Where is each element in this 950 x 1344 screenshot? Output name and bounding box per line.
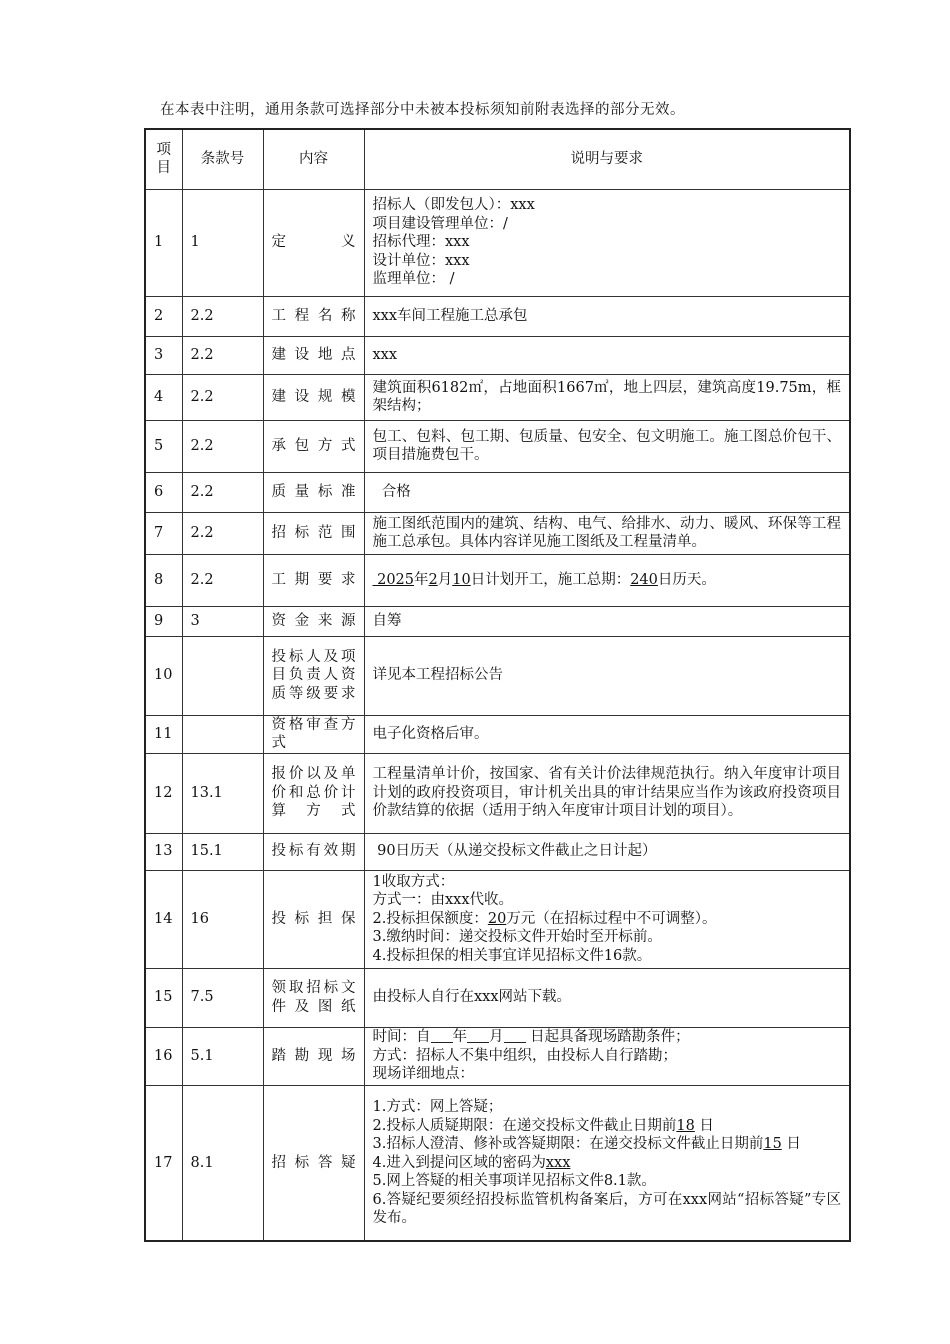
row-clause: 2.2 [182,296,263,336]
row-clause: 2.2 [182,554,263,606]
text-month: 月 [489,1029,504,1046]
table-row [145,554,850,606]
row-description [364,870,850,968]
row-no: 3 [145,336,182,374]
row-content: 定义 [263,189,364,296]
row-clause: 2.2 [182,336,263,374]
header-description: 说明与要求 [364,129,850,189]
table-row [145,1027,850,1085]
table-row [145,968,850,1027]
amount-label: 2.投标担保额度： [372,910,488,927]
text-year: 年 [452,1029,467,1046]
row-clause [182,636,263,715]
table-row [145,870,850,968]
desc-line: 设计单位：xxx [372,252,470,269]
row-clause: 8.1 [182,1085,263,1241]
header-item-no: 项目 [145,129,182,189]
clarification-label: 3.招标人澄清、修补或答疑期限：在递交投标文件截止日期前 [372,1136,764,1152]
table-row [145,472,850,512]
row-no: 14 [145,870,182,968]
row-no: 15 [145,968,182,1027]
row-content: 报价以及单价和总价计算方式 [263,753,364,833]
desc-line: 现场详细地点： [372,1066,474,1083]
row-content: 招标范围 [263,512,364,554]
table-row [145,1085,850,1241]
row-description: 包工、包料、包工期、包质量、包安全、包文明施工。施工图总价包干、项目措施费包干。 [364,420,850,472]
row-clause: 2.2 [182,512,263,554]
row-description: 90日历天（从递交投标文件截止之日计起） [364,833,850,870]
desc-line: 方式：招标人不集中组织，由投标人自行踏勘； [372,1047,677,1064]
table-row [145,374,850,420]
row-content: 承包方式 [263,420,364,472]
row-no: 16 [145,1027,182,1085]
text-year: 年 [414,571,429,588]
row-no: 4 [145,374,182,420]
row-content: 领取招标文件及图纸 [263,968,364,1027]
table-row [145,833,850,870]
table-row [145,336,850,374]
row-no: 7 [145,512,182,554]
intro-note: 在本表中注明，通用条款可选择部分中未被本投标须知前附表选择的部分无效。 [160,102,685,118]
table-row [145,753,850,833]
desc-line [373,1028,842,1047]
desc-line: 6.答疑纪要须经招投标监管机构备案后，方可在xxx网站“招标答疑”专区发布。 [372,1191,841,1226]
table-row [145,636,850,715]
row-content: 质量标准 [263,472,364,512]
row-content: 投标有效期 [263,833,364,870]
row-no: 13 [145,833,182,870]
header-clause: 条款号 [182,129,263,189]
desc-line: 方式一：由xxx代收。 [372,892,514,909]
row-no: 6 [145,472,182,512]
row-content: 工期要求 [263,554,364,606]
row-description: 工程量清单计价，按国家、省有关计价法律规范执行。纳入年度审计项目计划的政府投资项目，审计机关出具的审计结果应当作为该政府投资项目价款结算的依据（适用于纳入年度审计项目计划的项目）。 [364,753,850,833]
objection-label: 2.投标人质疑期限：在递交投标文件截止日期前 [372,1117,677,1134]
text-day: 日起具备现场踏勘条件； [525,1029,690,1046]
row-content: 资金来源 [263,606,364,636]
bid-instructions-table [144,128,851,1242]
desc-line [373,1135,842,1154]
row-content: 投标人及项目负责人资质等级要求 [263,636,364,715]
row-description [364,554,850,606]
row-no: 9 [145,606,182,636]
desc-line: 5.网上答疑的相关事项详见招标文件8.1款。 [372,1173,656,1189]
table-row [145,715,850,753]
desc-line [373,910,842,929]
text-schedule: 日计划开工，施工总期： [470,571,631,588]
row-description: 施工图纸范围内的建筑、结构、电气、给排水、动力、暖风、环保等工程施工总承包。具体内容详见施工图纸及工程量清单。 [364,512,850,554]
desc-line: 1收取方式： [372,873,455,890]
blank-day [504,1028,526,1043]
row-no: 17 [145,1085,182,1241]
start-year: 2025 [372,571,415,588]
row-clause: 13.1 [182,753,263,833]
text-days: 日历天。 [657,571,716,588]
row-clause: 7.5 [182,968,263,1027]
text-day: 日 [781,1136,801,1152]
row-clause: 16 [182,870,263,968]
desc-line: 3.缴纳时间：递交投标文件开始时至开标前。 [372,929,662,946]
row-content: 踏勘现场 [263,1027,364,1085]
table-row [145,420,850,472]
table-row [145,512,850,554]
text-day: 日 [694,1117,714,1134]
row-clause: 5.1 [182,1027,263,1085]
password-label: 4.进入到提问区域的密码为 [372,1154,546,1171]
row-description [364,1085,850,1241]
blank-month [467,1028,489,1043]
desc-line [373,1154,842,1173]
amount-unit: 万元（在招标过程中不可调整）。 [506,910,717,927]
table-header-row [145,129,850,189]
total-days: 240 [630,571,658,588]
row-content: 工程名称 [263,296,364,336]
header-content: 内容 [263,129,364,189]
table-row [145,606,850,636]
row-description [364,1027,850,1085]
desc-line [373,1117,842,1136]
row-no: 2 [145,296,182,336]
table-row [145,296,850,336]
clarification-days: 15 [763,1136,782,1152]
row-clause: 2.2 [182,374,263,420]
objection-days: 18 [676,1117,695,1134]
row-no: 1 [145,189,182,296]
row-description: xxx车间工程施工总承包 [364,296,850,336]
row-clause: 3 [182,606,263,636]
row-no: 10 [145,636,182,715]
desc-line: 项目建设管理单位：/ [372,215,508,232]
row-no: 11 [145,715,182,753]
row-content: 资格审查方式 [263,715,364,753]
row-no: 5 [145,420,182,472]
row-description: 建筑面积6182㎡，占地面积1667㎡，地上四层，建筑高度19.75m，框架结构； [364,374,850,420]
row-content: 投标担保 [263,870,364,968]
row-description: 由投标人自行在xxx网站下载。 [364,968,850,1027]
guarantee-amount: 20 [487,910,507,927]
table-row [145,189,850,296]
row-clause: 2.2 [182,472,263,512]
desc-line: 1.方式：网上答疑； [372,1099,503,1115]
desc-line: 招标人（即发包人）：xxx [372,197,535,214]
row-description [364,189,850,296]
row-content: 建设地点 [263,336,364,374]
row-no: 8 [145,554,182,606]
password-value: xxx [545,1154,571,1171]
row-clause [182,715,263,753]
blank-year [431,1028,453,1043]
row-description: 自筹 [364,606,850,636]
row-no: 12 [145,753,182,833]
desc-line: 监理单位： / [372,271,455,288]
time-label: 时间：自 [372,1029,431,1046]
start-day: 10 [452,571,471,588]
row-description: xxx [364,336,850,374]
row-content: 建设规模 [263,374,364,420]
desc-line: 4.投标担保的相关事宜详见招标文件16款。 [372,947,652,964]
row-clause: 15.1 [182,833,263,870]
row-description: 电子化资格后审。 [364,715,850,753]
row-description: 合格 [364,472,850,512]
row-description: 详见本工程招标公告 [364,636,850,715]
text-month: 月 [437,571,453,588]
row-clause: 2.2 [182,420,263,472]
row-content: 招标答疑 [263,1085,364,1241]
start-month: 2 [428,571,438,588]
row-clause: 1 [182,189,263,296]
desc-line: 招标代理：xxx [372,234,470,251]
